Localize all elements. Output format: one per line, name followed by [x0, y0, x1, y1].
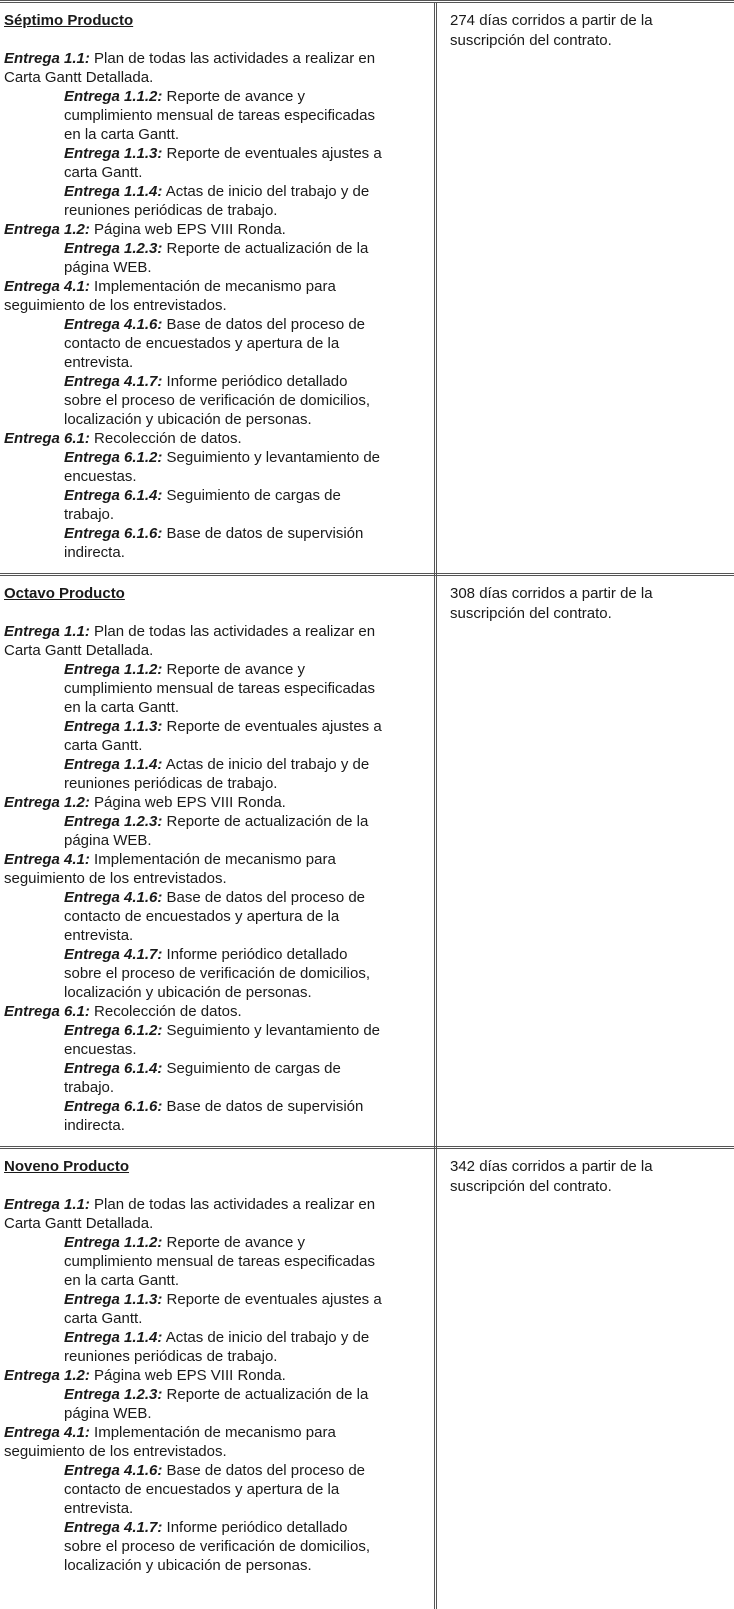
deliverable-label: Entrega 4.1.7:	[64, 946, 163, 963]
deliverable-text: Actas de inicio del trabajo y de	[162, 1329, 370, 1346]
deliverable-text: Reporte de avance y	[162, 88, 305, 105]
deliverable-label: Entrega 6.1:	[4, 1003, 90, 1020]
product-title: Octavo Producto	[4, 585, 125, 602]
deliverable-label: Entrega 6.1.4:	[64, 1060, 163, 1077]
product-cell	[0, 3, 437, 579]
deliverable-text: Implementación de mecanismo para	[89, 278, 336, 295]
deliverable-text-continued: sobre el proceso de verificación de domicilios,	[64, 965, 370, 982]
deliverable-item	[64, 372, 348, 392]
deliverable-text: Página web EPS VIII Ronda.	[89, 221, 286, 238]
deliverable-text-continued: Carta Gantt Detallada.	[4, 642, 154, 659]
deliverable-item	[64, 87, 305, 107]
deliverable-text-continued: reuniones periódicas de trabajo.	[64, 202, 278, 219]
deliverable-item	[64, 660, 305, 680]
deliverable-text-continued: carta Gantt.	[64, 1310, 143, 1327]
due-text: 274 días corridos a partir de la suscripción del contrato.	[450, 12, 653, 49]
deliverable-text-continued: página WEB.	[64, 832, 152, 849]
deliverable-text: Recolección de datos.	[89, 1003, 242, 1020]
product-cell	[0, 1149, 437, 1609]
deliverable-label: Entrega 6.1.2:	[64, 449, 163, 466]
deliverable-item	[64, 144, 382, 164]
deliverable-text-continued: contacto de encuestados y apertura de la	[64, 335, 340, 352]
deliverable-text-continued: entrevista.	[64, 927, 134, 944]
deliverable-text: Reporte de actualización de la	[162, 240, 369, 257]
deliverable-label: Entrega 1.1.3:	[64, 145, 163, 162]
deliverable-item	[64, 1518, 348, 1538]
deliverable-item	[64, 812, 368, 832]
deliverable-label: Entrega 1.1.3:	[64, 718, 163, 735]
deliverable-text: Reporte de avance y	[162, 661, 305, 678]
deliverable-text: Reporte de eventuales ajustes a	[162, 1291, 382, 1308]
deliverable-item	[4, 793, 286, 813]
due-text: 342 días corridos a partir de la suscripción del contrato.	[450, 1158, 653, 1195]
deliverable-text-continued: en la carta Gantt.	[64, 126, 180, 143]
deliverable-text: Página web EPS VIII Ronda.	[89, 794, 286, 811]
deliverable-item	[64, 1461, 365, 1481]
deliverable-label: Entrega 6.1.6:	[64, 1098, 163, 1115]
deliverable-text: Recolección de datos.	[89, 430, 242, 447]
deliverable-label: Entrega 1.2:	[4, 794, 90, 811]
deliverable-label: Entrega 1.1.2:	[64, 88, 163, 105]
deliverable-text: Implementación de mecanismo para	[89, 1424, 336, 1441]
deliverable-text-continued: carta Gantt.	[64, 737, 143, 754]
deliverable-text-continued: cumplimiento mensual de tareas especificadas	[64, 1253, 375, 1270]
deliverable-label: Entrega 6.1.4:	[64, 487, 163, 504]
deliverable-item	[64, 755, 369, 775]
deliverable-item	[4, 850, 336, 870]
deliverable-text-continued: entrevista.	[64, 354, 134, 371]
deliverable-text-continued: en la carta Gantt.	[64, 699, 180, 716]
due-cell	[440, 576, 734, 1150]
deliverable-text-continued: seguimiento de los entrevistados.	[4, 1443, 227, 1460]
deliverable-text-continued: encuestas.	[64, 468, 137, 485]
deliverable-item	[4, 1002, 242, 1022]
deliverable-text: Reporte de eventuales ajustes a	[162, 145, 382, 162]
deliverable-text-continued: Carta Gantt Detallada.	[4, 1215, 154, 1232]
deliverable-text: Plan de todas las actividades a realizar en	[89, 50, 376, 67]
table-row	[0, 0, 734, 579]
deliverable-item	[4, 622, 375, 642]
deliverable-text: Seguimiento y levantamiento de	[162, 1022, 381, 1039]
deliverable-label: Entrega 1.1.4:	[64, 756, 163, 773]
deliverable-label: Entrega 6.1:	[4, 430, 90, 447]
deliverable-item	[64, 1290, 382, 1310]
deliverable-item	[64, 486, 341, 506]
deliverable-text-continued: localización y ubicación de personas.	[64, 1557, 312, 1574]
deliverable-label: Entrega 1.2.3:	[64, 813, 163, 830]
due-cell	[440, 3, 734, 579]
deliverable-text: Implementación de mecanismo para	[89, 851, 336, 868]
deliverable-label: Entrega 1.1.2:	[64, 1234, 163, 1251]
deliverable-text: Base de datos del proceso de	[162, 1462, 366, 1479]
deliverable-label: Entrega 4.1.6:	[64, 1462, 163, 1479]
deliverable-text: Actas de inicio del trabajo y de	[162, 756, 370, 773]
deliverable-item	[64, 717, 382, 737]
deliverable-item	[64, 888, 365, 908]
deliverable-text: Base de datos de supervisión	[162, 1098, 364, 1115]
deliverable-item	[4, 1423, 336, 1443]
deliverable-label: Entrega 4.1.6:	[64, 889, 163, 906]
deliverable-label: Entrega 1.1:	[4, 50, 90, 67]
deliverable-label: Entrega 1.1:	[4, 623, 90, 640]
deliverable-item	[64, 945, 348, 965]
deliverable-text-continued: sobre el proceso de verificación de domicilios,	[64, 1538, 370, 1555]
deliverable-text-continued: página WEB.	[64, 1405, 152, 1422]
deliverable-label: Entrega 4.1:	[4, 278, 90, 295]
deliverable-item	[64, 1385, 368, 1405]
deliverable-text-continued: indirecta.	[64, 544, 125, 561]
deliverable-label: Entrega 1.2.3:	[64, 1386, 163, 1403]
deliverable-text-continued: encuestas.	[64, 1041, 137, 1058]
deliverable-text-continued: trabajo.	[64, 506, 115, 523]
deliverable-label: Entrega 1.2:	[4, 221, 90, 238]
deliverable-text-continued: cumplimiento mensual de tareas especificadas	[64, 680, 375, 697]
deliverable-text-continued: en la carta Gantt.	[64, 1272, 180, 1289]
deliverable-text-continued: seguimiento de los entrevistados.	[4, 297, 227, 314]
deliverable-label: Entrega 4.1.6:	[64, 316, 163, 333]
deliverable-label: Entrega 4.1.7:	[64, 373, 163, 390]
deliverable-item	[4, 1366, 286, 1386]
deliverable-text-continued: seguimiento de los entrevistados.	[4, 870, 227, 887]
deliverable-label: Entrega 4.1.7:	[64, 1519, 163, 1536]
deliverable-text-continued: localización y ubicación de personas.	[64, 411, 312, 428]
deliverable-text: Informe periódico detallado	[162, 373, 348, 390]
deliverable-label: Entrega 1.2:	[4, 1367, 90, 1384]
deliverable-text: Base de datos del proceso de	[162, 889, 366, 906]
deliverable-item	[4, 429, 242, 449]
deliverable-label: Entrega 4.1:	[4, 1424, 90, 1441]
deliverable-item	[64, 1233, 305, 1253]
table-row	[0, 1146, 734, 1609]
deliverable-text: Seguimiento y levantamiento de	[162, 449, 381, 466]
deliverable-text-continued: Carta Gantt Detallada.	[4, 69, 154, 86]
deliverable-item	[64, 448, 380, 468]
deliverable-item	[64, 1097, 363, 1117]
product-title: Noveno Producto	[4, 1158, 130, 1175]
deliverable-text-continued: cumplimiento mensual de tareas especificadas	[64, 107, 375, 124]
deliverable-text-continued: indirecta.	[64, 1117, 125, 1134]
deliverable-text: Reporte de actualización de la	[162, 813, 369, 830]
product-cell	[0, 576, 437, 1150]
deliverable-text-continued: trabajo.	[64, 1079, 115, 1096]
deliverable-text-continued: localización y ubicación de personas.	[64, 984, 312, 1001]
deliverable-text: Plan de todas las actividades a realizar en	[89, 623, 376, 640]
deliverable-text: Reporte de avance y	[162, 1234, 305, 1251]
table-row	[0, 573, 734, 1150]
deliverable-text: Reporte de eventuales ajustes a	[162, 718, 382, 735]
deliverable-text: Informe periódico detallado	[162, 1519, 348, 1536]
deliverable-item	[64, 1328, 369, 1348]
deliverable-item	[64, 1059, 341, 1079]
deliverable-label: Entrega 1.1.2:	[64, 661, 163, 678]
deliverable-item	[64, 239, 368, 259]
deliverable-text-continued: página WEB.	[64, 259, 152, 276]
deliverable-text: Seguimiento de cargas de	[162, 487, 341, 504]
deliverable-text: Base de datos de supervisión	[162, 525, 364, 542]
deliverable-text-continued: contacto de encuestados y apertura de la	[64, 1481, 340, 1498]
deliverable-text-continued: contacto de encuestados y apertura de la	[64, 908, 340, 925]
deliverable-text: Plan de todas las actividades a realizar en	[89, 1196, 376, 1213]
deliverable-text: Actas de inicio del trabajo y de	[162, 183, 370, 200]
deliverable-item	[4, 220, 286, 240]
deliverable-label: Entrega 1.2.3:	[64, 240, 163, 257]
deliverable-item	[64, 1021, 380, 1041]
deliverable-label: Entrega 1.1.3:	[64, 1291, 163, 1308]
deliverable-text-continued: entrevista.	[64, 1500, 134, 1517]
deliverable-text: Página web EPS VIII Ronda.	[89, 1367, 286, 1384]
deliverable-text: Reporte de actualización de la	[162, 1386, 369, 1403]
deliverable-label: Entrega 1.1.4:	[64, 1329, 163, 1346]
deliverable-text: Seguimiento de cargas de	[162, 1060, 341, 1077]
deliverable-item	[4, 1195, 375, 1215]
deliverable-item	[64, 182, 369, 202]
deliverable-item	[64, 315, 365, 335]
deliverable-label: Entrega 1.1.4:	[64, 183, 163, 200]
deliverable-label: Entrega 1.1:	[4, 1196, 90, 1213]
deliverable-label: Entrega 6.1.6:	[64, 525, 163, 542]
product-title: Séptimo Producto	[4, 12, 134, 29]
deliverable-text-continued: carta Gantt.	[64, 164, 143, 181]
deliverable-label: Entrega 4.1:	[4, 851, 90, 868]
deliverable-item	[64, 524, 363, 544]
deliverable-text: Base de datos del proceso de	[162, 316, 366, 333]
deliverable-label: Entrega 6.1.2:	[64, 1022, 163, 1039]
deliverable-item	[4, 277, 336, 297]
deliverable-text-continued: reuniones periódicas de trabajo.	[64, 775, 278, 792]
due-text: 308 días corridos a partir de la suscripción del contrato.	[450, 585, 653, 622]
deliverable-item	[4, 49, 375, 69]
deliverable-text-continued: reuniones periódicas de trabajo.	[64, 1348, 278, 1365]
deliverable-text-continued: sobre el proceso de verificación de domicilios,	[64, 392, 370, 409]
deliverable-text: Informe periódico detallado	[162, 946, 348, 963]
due-cell	[440, 1149, 734, 1609]
